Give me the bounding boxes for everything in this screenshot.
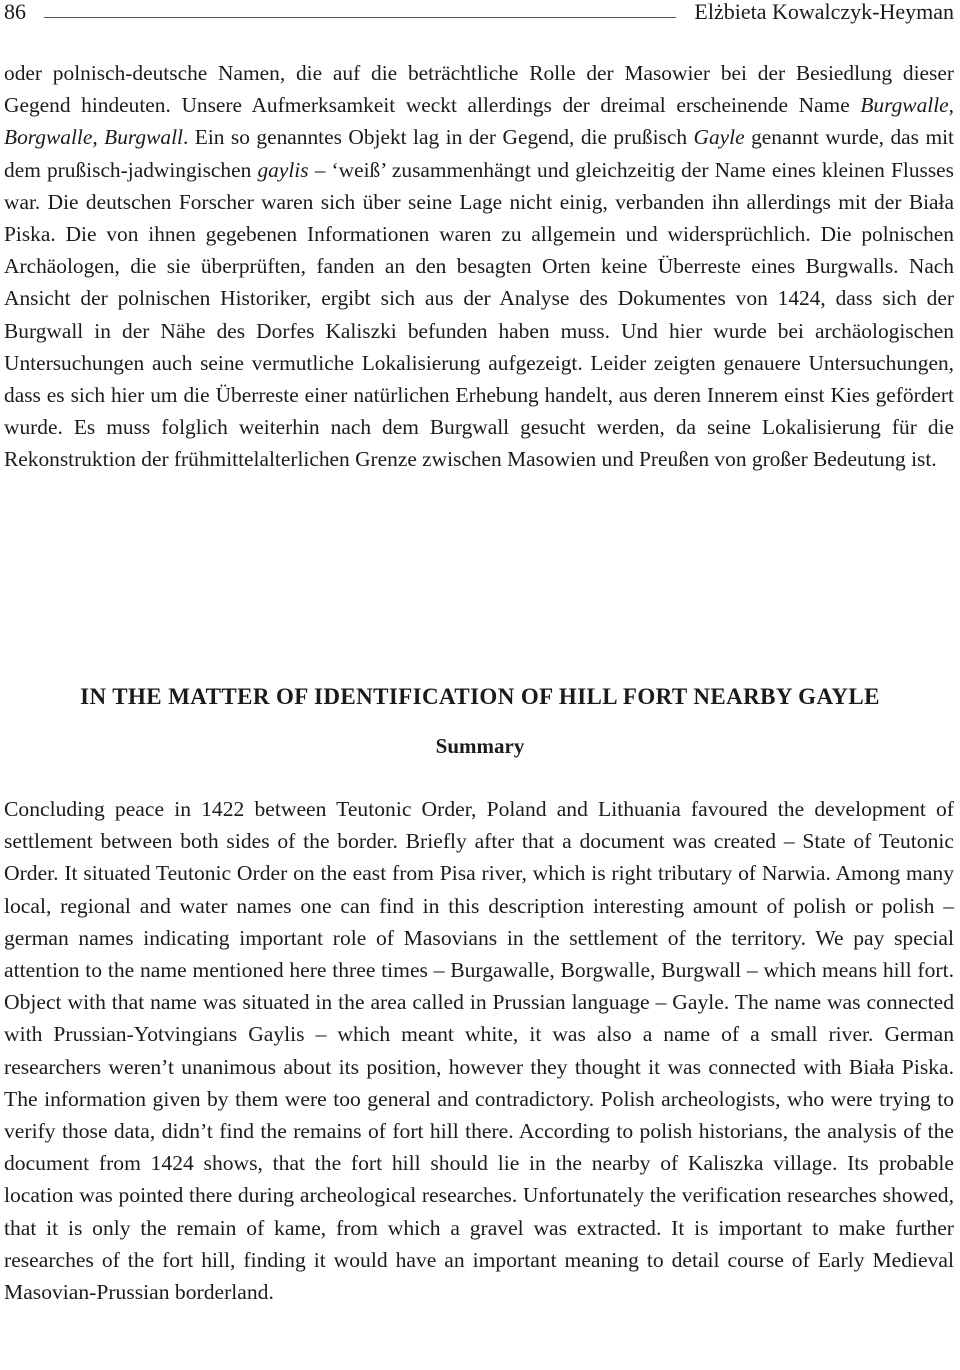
italic-term-gaylis: gaylis [257, 157, 309, 182]
summary-subtitle: Summary [435, 734, 525, 758]
page-number: 86 [4, 0, 26, 24]
italic-term-burgwall-names: Burgwalle, Borgwalle, Burgwall [4, 93, 954, 150]
page-header [4, 0, 954, 26]
text-segment: . Ein so genanntes Objekt lag in der Gegend, die prußisch [182, 125, 694, 150]
summary-title: IN THE MATTER OF IDENTIFICATION OF HILL FORT NEARBY GAYLE [80, 684, 880, 709]
text-segment: – ‘weiß’ zusammenhängt und gleichzeitig der Name eines kleinen Flusses war. Die deutschen Forscher waren sich über seine Lage nicht einig, verbanden ihn allerdings mit der Biała Piska. Die von ihnen gegebenen Informationen waren zu allgemein und widersprüchlich. Die polnischen Archäologen, die sie überprüften, fanden an den besagten Orten keine Überreste eines Burgwalls. Nach Ansicht der polnischen Historiker, ergibt sich aus der Analyse des Dokumentes von 1424, dass sich der Burgwall in der Nähe des Dorfes Kaliszki befunden haben muss. Und hier wurde bei archäologischen Untersuchungen auch seine vermutliche Lokalisierung aufgezeigt. Leider zeigten genauere Untersuchungen, dass es sich hier um die Überreste einer natürlichen Erhebung handelt, aus deren Innerem einst Kies gefördert wurde. Es muss folglich weiterhin nach dem Burgwall gesucht werden, da seine Lokalisierung für die Rekonstruktion der frühmittelalterlichen Grenze zwischen Masowien und Preußen von großer Bedeutung ist. [4, 157, 954, 472]
header-rule [44, 17, 676, 18]
text-segment: genannt wurde, das mit dem prußisch-jadwingischen [4, 125, 954, 182]
summary-paragraph: Concluding peace in 1422 between Teutonic Order, Poland and Lithuania favoured the development of settlement between both sides of the border. Briefly after that a document was created – State of Teutonic Order. It situated Teutonic Order on the east from Pisa river, which is right tributary of Narwia. Among many local, regional and water names one can find in this description interesting amount of polish or polish – german names indicating important role of Masovians in the settlement of the territory. We pay special attention to the name mentioned here three times – Burgawalle, Borgwalle, Burgwall – which means hill fort. Object with that name was situated in the area called in Prussian language – Gayle. The name was connected with Prussian-Yotvingians Gaylis – which meant white, it was also a name of a small river. German researchers weren’t unanimous about its position, however they thought it was connected with Biała Piska. The information given by them were too general and contradictory. Polish archeologists, who were trying to verify those data, didn’t find the remains of fort hill there. According to polish historians, the analysis of the document from 1424 shows, that the fort hill should lie in the nearby of Kaliszka village. Its probable location was pointed there during archeological researches. Unfortunately the verification researches showed, that it is only the remain of kame, from which a gravel was extracted. It is important to make further researches of the fort hill, finding it would have an important meaning to detail course of Early Medieval Masovian-Prussian borderland. [4, 797, 954, 1305]
text-segment: oder polnisch-deutsche Namen, die auf die beträchtliche Rolle der Masowier bei der Besiedlung dieser Gegend hindeuten. Unsere Aufmerksamkeit weckt allerdings der dreimal erscheinende Name [4, 61, 954, 118]
italic-term-gayle: Gayle [693, 125, 745, 150]
german-paragraph [4, 57, 954, 476]
running-head-author: Elżbieta Kowalczyk-Heyman [694, 0, 954, 24]
